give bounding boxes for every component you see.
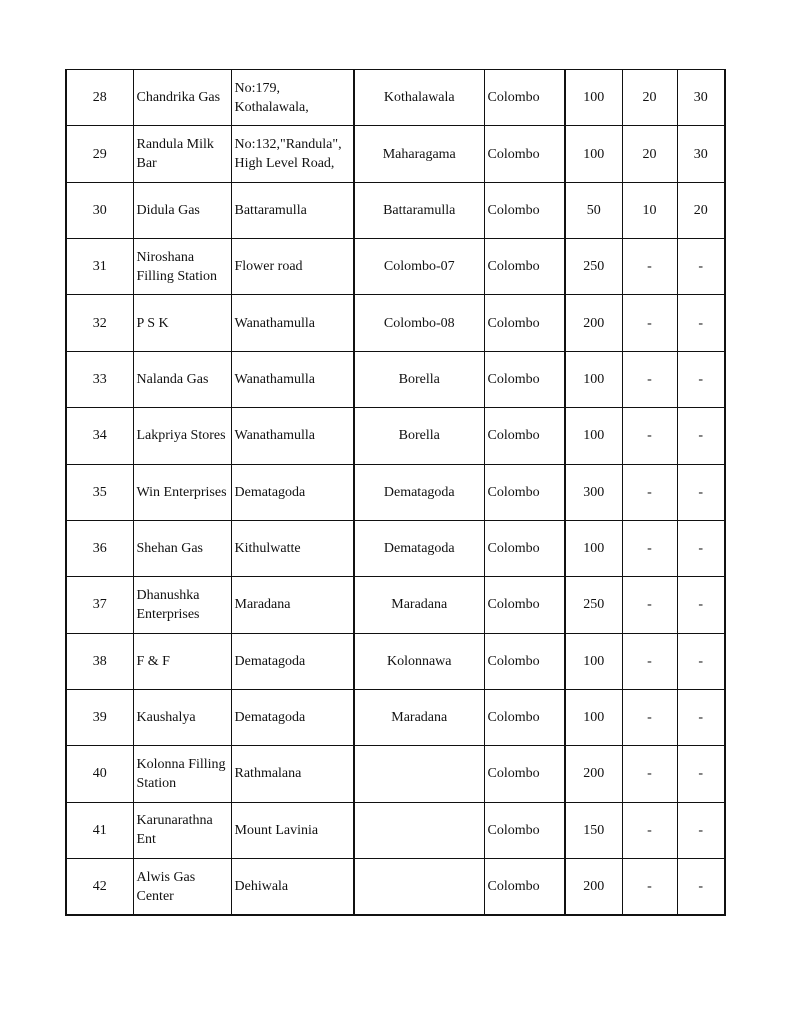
cell-address: No:132,"Randula", High Level Road,	[231, 126, 354, 182]
cell-col-b: -	[622, 859, 677, 915]
table-row	[66, 859, 725, 915]
cell-dealer-name: F & F	[133, 633, 231, 689]
cell-dealer-name: P S K	[133, 295, 231, 351]
cell-col-c: -	[677, 351, 725, 407]
cell-col-b: -	[622, 577, 677, 633]
cell-city: Dematagoda	[354, 464, 484, 520]
cell-city	[354, 802, 484, 858]
cell-number: 38	[66, 633, 133, 689]
cell-dealer-name: Chandrika Gas	[133, 70, 231, 126]
cell-address: Battaramulla	[231, 182, 354, 238]
cell-quantity: 50	[565, 182, 622, 238]
cell-dealer-name: Win Enterprises	[133, 464, 231, 520]
cell-city: Dematagoda	[354, 520, 484, 576]
cell-col-b: -	[622, 408, 677, 464]
table-row	[66, 520, 725, 576]
cell-number: 41	[66, 802, 133, 858]
cell-district: Colombo	[484, 351, 565, 407]
cell-quantity: 200	[565, 859, 622, 915]
cell-district: Colombo	[484, 746, 565, 802]
cell-city: Borella	[354, 351, 484, 407]
cell-quantity: 100	[565, 408, 622, 464]
cell-address: Flower road	[231, 239, 354, 295]
cell-address: Maradana	[231, 577, 354, 633]
cell-address: Dematagoda	[231, 464, 354, 520]
table-row	[66, 239, 725, 295]
cell-dealer-name: Shehan Gas	[133, 520, 231, 576]
cell-address: No:179, Kothalawala,	[231, 70, 354, 126]
cell-col-c: -	[677, 239, 725, 295]
cell-number: 32	[66, 295, 133, 351]
table-row	[66, 182, 725, 238]
cell-number: 42	[66, 859, 133, 915]
cell-number: 33	[66, 351, 133, 407]
table-row	[66, 70, 725, 126]
table-row	[66, 802, 725, 858]
cell-col-b: -	[622, 689, 677, 745]
cell-district: Colombo	[484, 408, 565, 464]
table-row	[66, 351, 725, 407]
cell-address: Wanathamulla	[231, 351, 354, 407]
cell-dealer-name: Randula Milk Bar	[133, 126, 231, 182]
cell-col-b: 20	[622, 126, 677, 182]
cell-col-c: -	[677, 859, 725, 915]
cell-dealer-name: Karunarathna Ent	[133, 802, 231, 858]
cell-city: Maradana	[354, 689, 484, 745]
cell-dealer-name: Nalanda Gas	[133, 351, 231, 407]
cell-district: Colombo	[484, 70, 565, 126]
table-row	[66, 464, 725, 520]
cell-col-c: -	[677, 464, 725, 520]
cell-dealer-name: Kaushalya	[133, 689, 231, 745]
cell-city: Maharagama	[354, 126, 484, 182]
cell-col-c: -	[677, 633, 725, 689]
table-row	[66, 126, 725, 182]
table-row	[66, 689, 725, 745]
cell-city: Colombo-07	[354, 239, 484, 295]
cell-city: Kothalawala	[354, 70, 484, 126]
cell-number: 36	[66, 520, 133, 576]
cell-address: Dematagoda	[231, 633, 354, 689]
cell-address: Kithulwatte	[231, 520, 354, 576]
cell-quantity: 300	[565, 464, 622, 520]
cell-dealer-name: Niroshana Filling Station	[133, 239, 231, 295]
cell-quantity: 100	[565, 633, 622, 689]
cell-col-b: -	[622, 746, 677, 802]
cell-col-c: 30	[677, 126, 725, 182]
cell-district: Colombo	[484, 802, 565, 858]
cell-col-c: 30	[677, 70, 725, 126]
cell-col-b: 10	[622, 182, 677, 238]
cell-dealer-name: Didula Gas	[133, 182, 231, 238]
cell-address: Rathmalana	[231, 746, 354, 802]
cell-col-c: -	[677, 746, 725, 802]
table-row	[66, 408, 725, 464]
cell-city: Colombo-08	[354, 295, 484, 351]
cell-city	[354, 859, 484, 915]
cell-col-b: 20	[622, 70, 677, 126]
cell-number: 30	[66, 182, 133, 238]
cell-address: Wanathamulla	[231, 295, 354, 351]
cell-city: Maradana	[354, 577, 484, 633]
cell-district: Colombo	[484, 239, 565, 295]
cell-col-b: -	[622, 802, 677, 858]
cell-col-b: -	[622, 464, 677, 520]
cell-quantity: 150	[565, 802, 622, 858]
cell-address: Wanathamulla	[231, 408, 354, 464]
cell-district: Colombo	[484, 182, 565, 238]
table-row	[66, 577, 725, 633]
cell-quantity: 100	[565, 689, 622, 745]
cell-dealer-name: Alwis Gas Center	[133, 859, 231, 915]
cell-quantity: 100	[565, 351, 622, 407]
cell-quantity: 200	[565, 295, 622, 351]
cell-dealer-name: Dhanushka Enterprises	[133, 577, 231, 633]
cell-district: Colombo	[484, 464, 565, 520]
cell-city: Kolonnawa	[354, 633, 484, 689]
cell-number: 35	[66, 464, 133, 520]
cell-number: 34	[66, 408, 133, 464]
cell-district: Colombo	[484, 295, 565, 351]
table-body	[66, 70, 725, 916]
table-row	[66, 295, 725, 351]
cell-number: 40	[66, 746, 133, 802]
cell-number: 37	[66, 577, 133, 633]
cell-district: Colombo	[484, 126, 565, 182]
cell-col-b: -	[622, 633, 677, 689]
cell-district: Colombo	[484, 633, 565, 689]
cell-district: Colombo	[484, 577, 565, 633]
cell-address: Dematagoda	[231, 689, 354, 745]
cell-dealer-name: Lakpriya Stores	[133, 408, 231, 464]
cell-number: 28	[66, 70, 133, 126]
cell-col-c: -	[677, 802, 725, 858]
cell-district: Colombo	[484, 520, 565, 576]
cell-address: Dehiwala	[231, 859, 354, 915]
cell-col-b: -	[622, 520, 677, 576]
cell-col-c: -	[677, 295, 725, 351]
cell-address: Mount Lavinia	[231, 802, 354, 858]
cell-quantity: 250	[565, 577, 622, 633]
dealer-table	[65, 69, 726, 916]
cell-col-b: -	[622, 239, 677, 295]
cell-number: 39	[66, 689, 133, 745]
cell-quantity: 100	[565, 520, 622, 576]
cell-col-b: -	[622, 295, 677, 351]
cell-city: Battaramulla	[354, 182, 484, 238]
cell-col-c: 20	[677, 182, 725, 238]
cell-quantity: 250	[565, 239, 622, 295]
cell-district: Colombo	[484, 689, 565, 745]
cell-number: 31	[66, 239, 133, 295]
cell-quantity: 100	[565, 126, 622, 182]
cell-number: 29	[66, 126, 133, 182]
cell-col-c: -	[677, 520, 725, 576]
cell-quantity: 100	[565, 70, 622, 126]
cell-col-c: -	[677, 408, 725, 464]
cell-col-c: -	[677, 689, 725, 745]
cell-city: Borella	[354, 408, 484, 464]
cell-quantity: 200	[565, 746, 622, 802]
table-row	[66, 633, 725, 689]
cell-col-c: -	[677, 577, 725, 633]
cell-city	[354, 746, 484, 802]
table-row	[66, 746, 725, 802]
cell-col-b: -	[622, 351, 677, 407]
cell-dealer-name: Kolonna Filling Station	[133, 746, 231, 802]
cell-district: Colombo	[484, 859, 565, 915]
dealer-table-page	[65, 69, 724, 916]
